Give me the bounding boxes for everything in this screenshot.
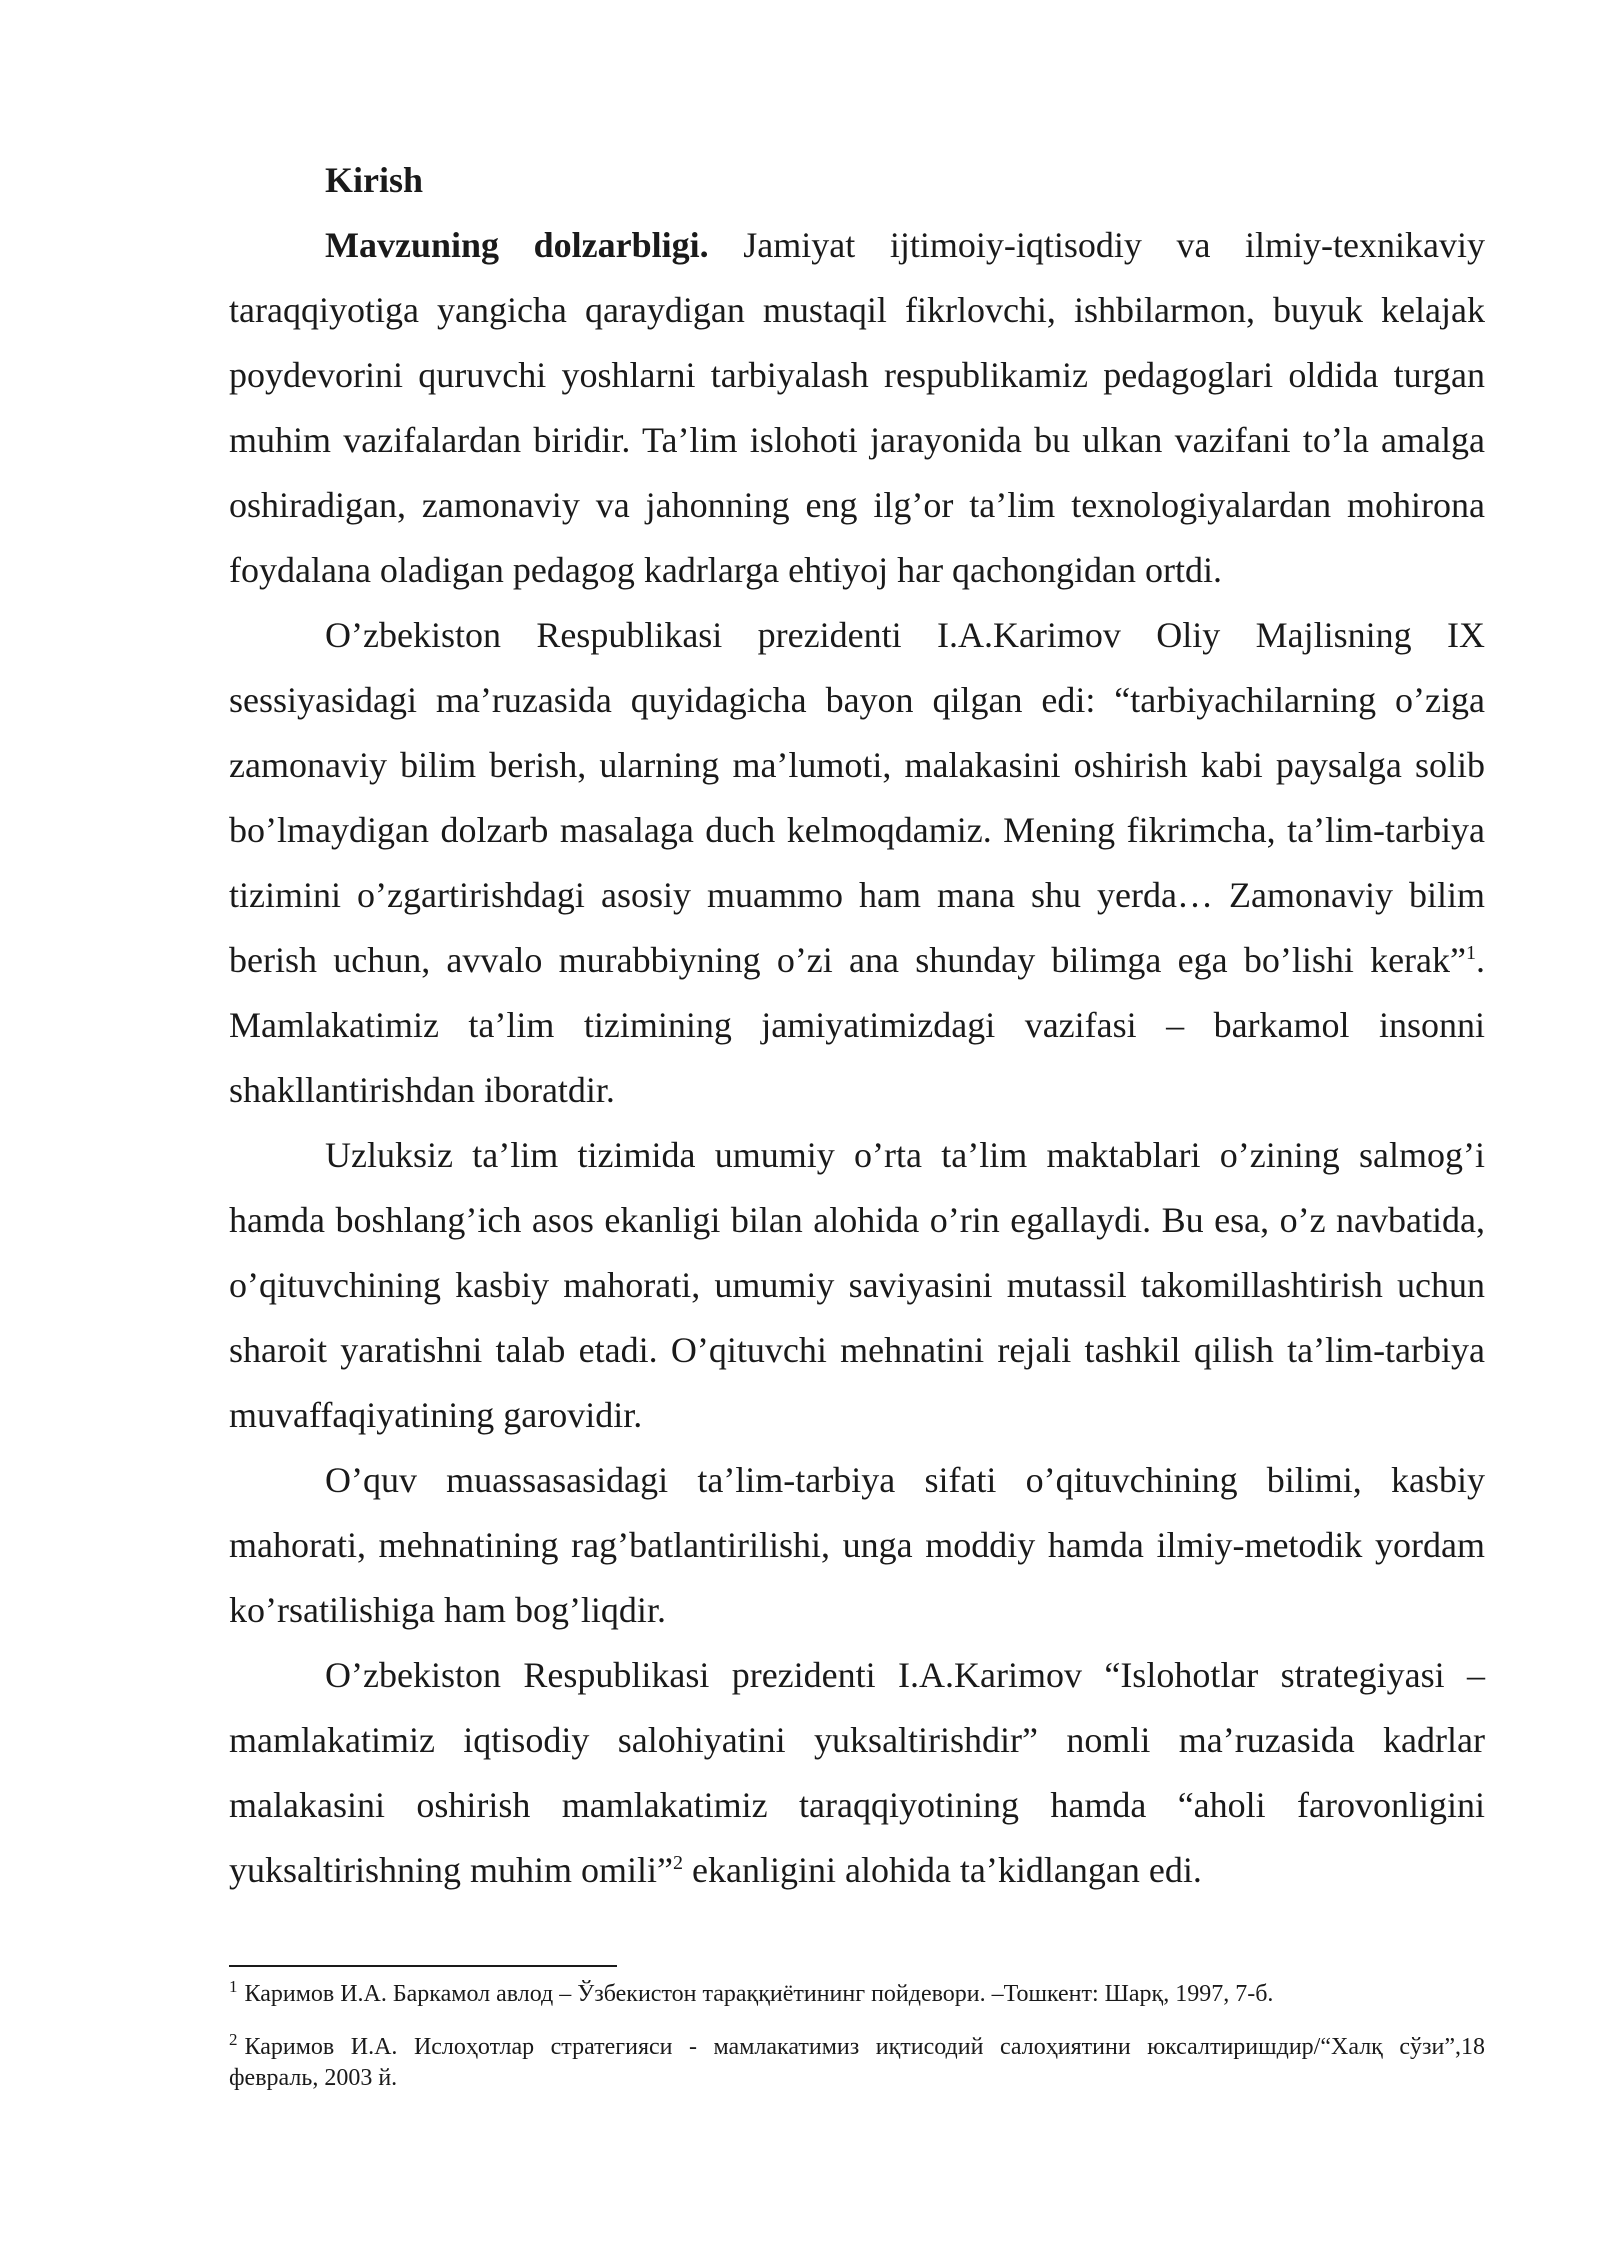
paragraph-relevance bbox=[229, 213, 1485, 603]
footnote-text: Каримов И.А. Баркамол авлод – Ўзбекистон тараққиётининг пойдевори. –Тошкент: Шарқ, 1997, 7-б. bbox=[244, 1981, 1274, 2007]
paragraph-lead: Mavzuning dolzarbligi. bbox=[325, 225, 709, 265]
footnote-item bbox=[229, 1979, 1485, 2010]
paragraph-text: . Mamlakatimiz ta’lim tizimining jamiyatimizdagi vazifasi – barkamol insonni shakllantirishdan iboratdir. bbox=[229, 940, 1485, 1110]
section-heading: Kirish bbox=[325, 160, 424, 200]
footnote-separator bbox=[229, 1965, 617, 1967]
paragraph-continuous-education: Uzluksiz ta’lim tizimida umumiy o’rta ta’lim maktablari o’zining salmog’i hamda boshlang’ich asos ekanligi bilan alohida o’rin egallaydi. Bu esa, o’z navbatida, o’qituvchining kasbiy mahorati, umumiy saviyasini mutassil takomillashtirish uchun sharoit yaratishni talab etadi. O’qituvchi mehnatini rejali tashkil qilish ta’lim-tarbiya muvaffaqiyatining garovidir. bbox=[229, 1135, 1485, 1435]
document-body bbox=[229, 148, 1485, 1903]
footnote-text: Каримов И.А. Ислоҳотлар стратегияси - мамлакатимиз иқтисодий салоҳиятини юксалтиришдир/“Халқ сўзи”,18 февраль, 2003 й. bbox=[229, 2034, 1485, 2091]
paragraph-text: ekanligini alohida ta’kidlangan edi. bbox=[683, 1850, 1202, 1890]
paragraph-education-quality: O’quv muassasasidagi ta’lim-tarbiya sifati o’qituvchining bilimi, kasbiy mahorati, mehnatining rag’batlantirilishi, unga moddiy hamda ilmiy-metodik yordam ko’rsatilishiga ham bog’liqdir. bbox=[229, 1460, 1485, 1630]
footnote-reference[interactable]: 1 bbox=[1466, 942, 1476, 964]
footnote-reference[interactable]: 2 bbox=[673, 1852, 683, 1874]
paragraph-text: Jamiyat ijtimoiy-iqtisodiy va ilmiy-texnikaviy taraqqiyotiga yangicha qaraydigan mustaqil fikrlovchi, ishbilarmon, buyuk kelajak poydevorini quruvchi yoshlarni tarbiyalash respublikamiz pedagoglari oldida turgan muhim vazifalardan biridir. Ta’lim islohoti jarayonida bu ulkan vazifani to’la amalga oshiradigan, zamonaviy va jahonning eng ilg’or ta’lim texnologiyalardan mohirona foydalana oladigan pedagog kadrlarga ehtiyoj har qachongidan ortdi. bbox=[229, 225, 1485, 590]
footnote-mark: 1 bbox=[229, 1977, 238, 1996]
paragraph-karimov-quote bbox=[229, 603, 1485, 1123]
paragraph-text: O’zbekiston Respublikasi prezidenti I.A.Karimov Oliy Majlisning IX sessiyasidagi ma’ruzasida quyidagicha bayon qilgan edi: “tarbiyachilarning o’ziga zamonaviy bilim berish, ularning ma’lumoti, malakasini oshirish kabi paysalga solib bo’lmaydigan dolzarb masalaga duch kelmoqdamiz. Mening fikrimcha, ta’lim-tarbiya tizimini o’zgartirishdagi asosiy muammo ham mana shu yerda… Zamonaviy bilim berish uchun, avvalo murabbiyning o’zi ana shunday bilimga ega bo’lishi kerak” bbox=[229, 615, 1485, 980]
paragraph-text: O’zbekiston Respublikasi prezidenti I.A.Karimov “Islohotlar strategiyasi – mamlakatimiz iqtisodiy salohiyatini yuksaltirishdir” nomli ma’ruzasida kadrlar malakasini oshirish mamlakatimiz taraqqiyotining hamda “aholi farovonligini yuksaltirishning muhim omili” bbox=[229, 1655, 1485, 1890]
footnotes bbox=[229, 1979, 1485, 2094]
paragraph-reform-strategy bbox=[229, 1643, 1485, 1903]
footnote-item bbox=[229, 2032, 1485, 2094]
footnote-mark: 2 bbox=[229, 2030, 238, 2049]
